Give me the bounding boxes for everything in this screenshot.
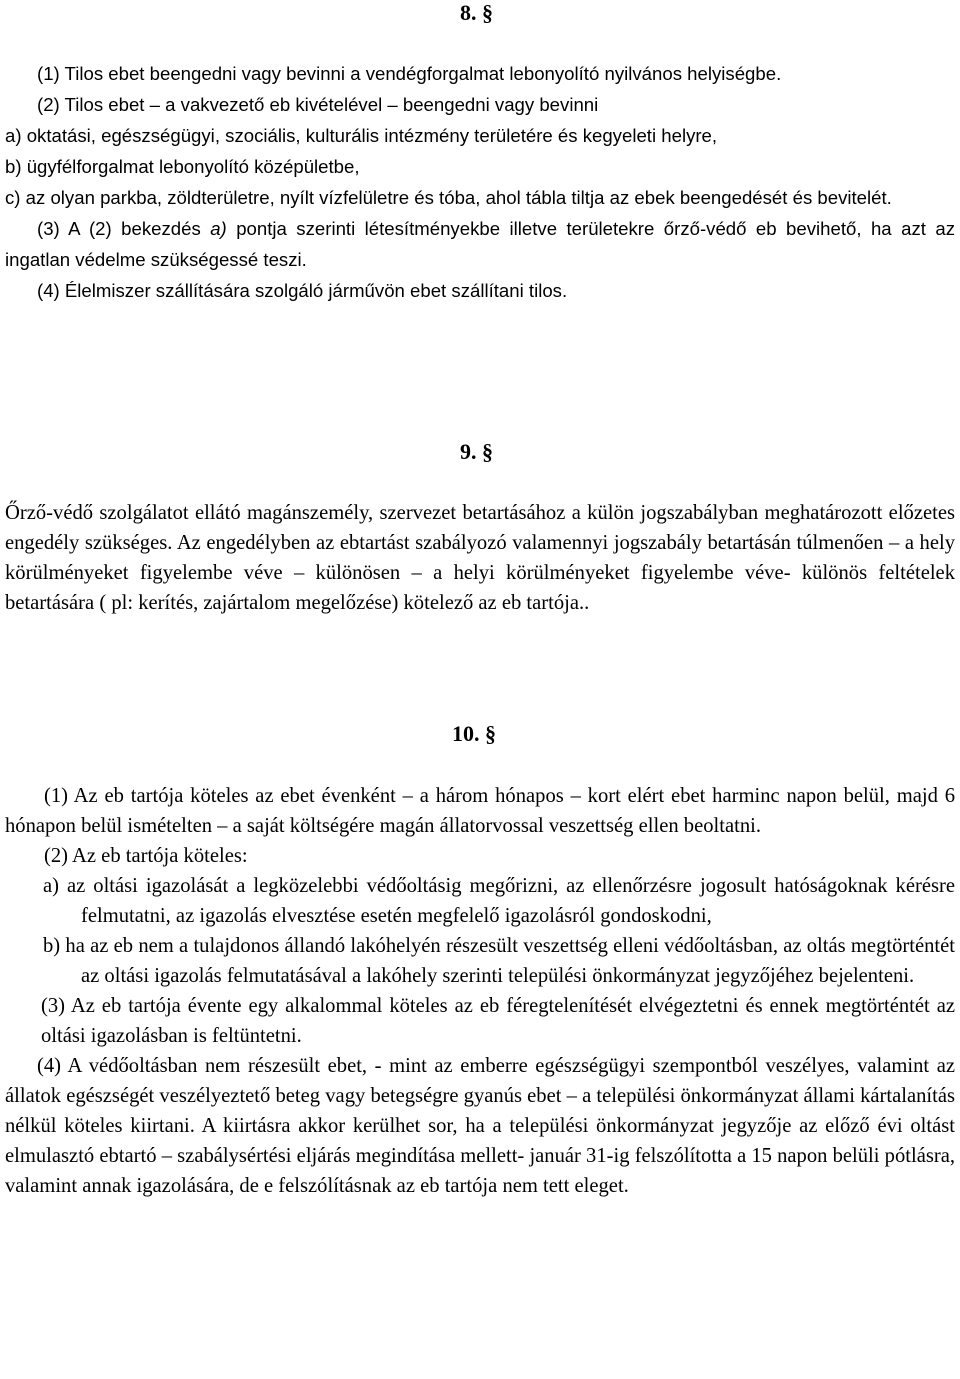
section-8-item-c: c) az olyan parkba, zöldterületre, nyílt vízfelületre és tóba, ahol tábla tiltja az ebek beengedését és bevitelét. [5, 187, 892, 208]
section-8-paragraph-3-start: (3) A (2) bekezdés [37, 218, 211, 239]
section-10-paragraph-4: (4) A védőoltásban nem részesült ebet, - mint az emberre egészségügyi szempontból veszélyes, valamint az állatok egészségét veszélyeztető beteg vagy betegségre gyanús ebet – a települési önkormányzat állami kártalanítás nélkül köteles kiirtani. A kiirtásra akkor kerülhet sor, ha a települési önkormányzat jegyzője az előző évi oltást elmulasztó ebtartó – szabálysértési eljárás megindítása mellett- január 31-ig felszólította a 15 napon belüli pótlásra, valamint annak igazolására, de e felszólításnak az eb tartója nem tett eleget. [5, 1055, 955, 1197]
section-8-paragraph-1: (1) Tilos ebet beengedni vagy bevinni a vendégforgalmat lebonyolító nyilvános helyiségbe. [37, 63, 782, 84]
section-10-body [5, 781, 955, 1201]
section-10-paragraph-2: (2) Az eb tartója köteles: [44, 845, 248, 867]
section-8-paragraph-4: (4) Élelmiszer szállítására szolgáló járművön ebet szállítani tilos. [37, 280, 568, 301]
section-10-paragraph-3: (3) Az eb tartója évente egy alkalommal köteles az eb féregtelenítését elvégeztetni és ennek megtörténtét az oltási igazolásban is feltüntetni. [41, 995, 955, 1047]
section-8-paragraph-3-italic: a) [210, 218, 227, 239]
section-9-body [5, 498, 955, 618]
section-8-paragraph-3-end: pontja szerinti létesítményekbe illetve területekre őrző-védő eb bevihető, ha azt az ingatlan védelme szükségessé teszi. [5, 218, 955, 270]
section-9-paragraph-1: Őrző-védő szolgálatot ellátó magánszemély, szervezet betartásához a külön jogszabályban meghatározott előzetes engedély szükséges. Az engedélyben az ebtartást szabályozó valamennyi jogszabály betartásán túlmenően – a hely körülményeket figyelembe véve – különösen – a helyi körülményeket figyelembe véve- különös feltételek betartására ( pl: kerítés, zajártalom megelőzése) kötelező az eb tartója.. [5, 502, 955, 614]
section-8-heading: 8. § [460, 0, 493, 25]
section-8-paragraph-3 [5, 213, 955, 275]
section-10-paragraph-1: (1) Az eb tartója köteles az ebet évenként – a három hónapos – kort elért ebet harminc napon belül, majd 6 hónapon belül ismételten – a saját költségére magán állatorvossal veszettség ellen beoltatni. [5, 785, 955, 837]
section-8-body [5, 58, 955, 306]
section-10-item-a: a) az oltási igazolását a legközelebbi védőoltásig megőrizni, az ellenőrzésre jogosult hatóságoknak kérésre felmutatni, az igazolás elvesztése esetén megfelelő igazolásról gondoskodni, [43, 875, 955, 927]
section-10-item-b: b) ha az eb nem a tulajdonos állandó lakóhelyén részesült veszettség elleni védőoltásban, az oltás megtörténtét az oltási igazolás felmutatásával a lakóhely szerinti települési önkormányzat jegyzőjéhez bejelenteni. [43, 935, 955, 987]
section-8-item-a: a) oktatási, egészségügyi, szociális, kulturális intézmény területére és kegyeleti helyre, [5, 125, 718, 146]
section-9-heading: 9. § [460, 439, 493, 464]
section-10-heading: 10. § [452, 721, 496, 746]
section-8-paragraph-2: (2) Tilos ebet – a vakvezető eb kivételével – beengedni vagy bevinni [37, 94, 599, 115]
section-8-item-b: b) ügyfélforgalmat lebonyolító középületbe, [5, 156, 360, 177]
